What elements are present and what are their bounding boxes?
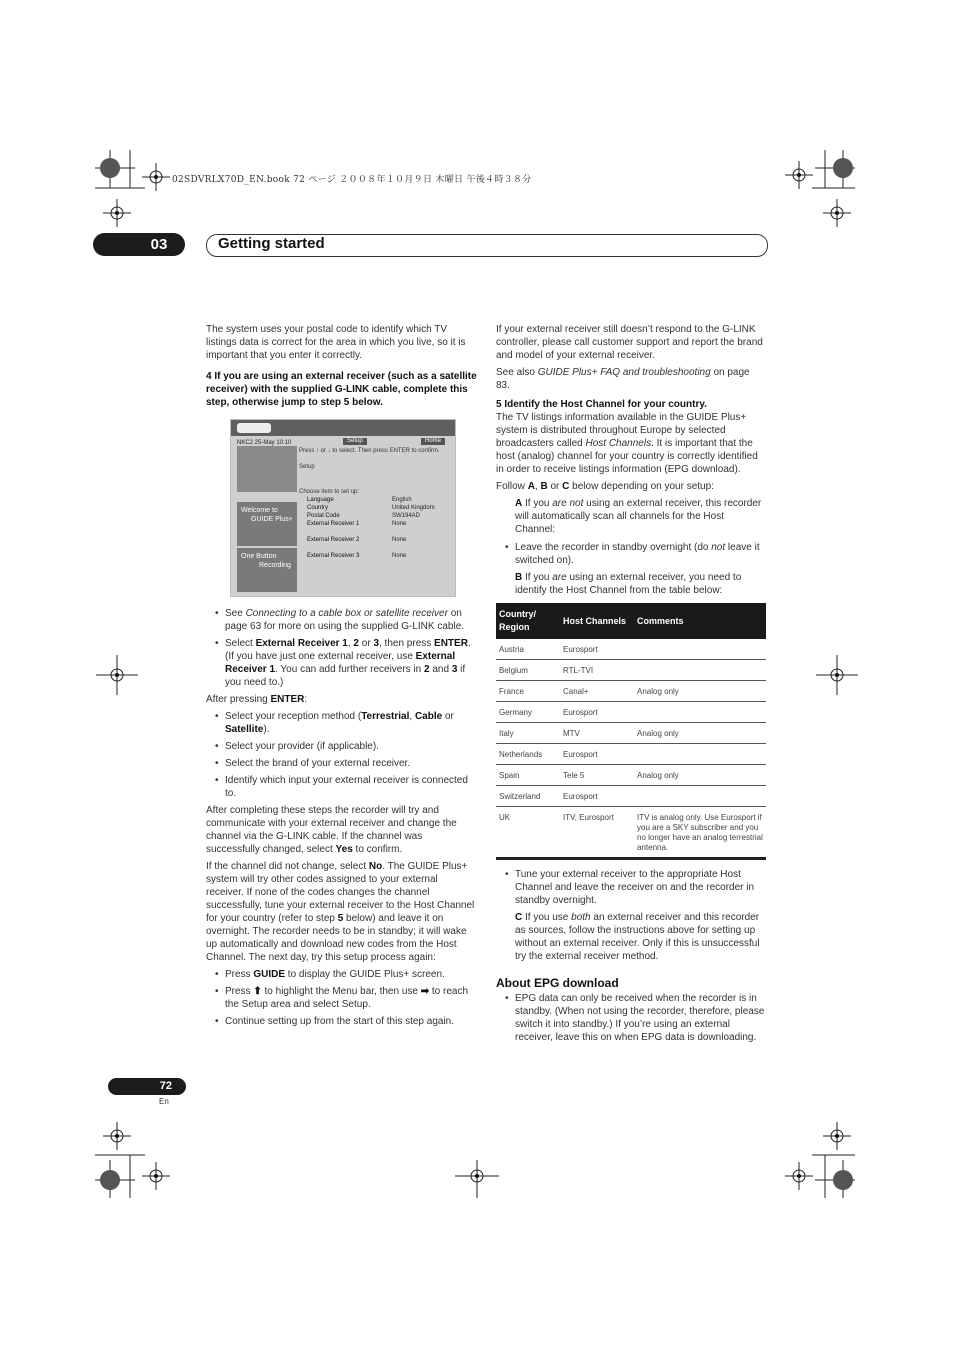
list-item: • Tune your external receiver to the appropriate Host Channel and leave the receiver on and the recorder in standby overnight. — [496, 868, 766, 907]
table-row: Belgium RTL-TVI — [496, 660, 766, 681]
epg-heading: About EPG download — [496, 976, 619, 990]
list-item: • Select your reception method (Terrestrial, Cable or Satellite). — [206, 710, 478, 736]
table-header-country: Country/ Region — [496, 603, 560, 639]
guide-plus-logo — [237, 423, 271, 433]
table-row: France Canal+ Analog only — [496, 681, 766, 702]
bullet-list-guide — [206, 968, 478, 1028]
screen-row: Postal Code SW194AD — [307, 513, 421, 519]
table-header-comments: Comments — [634, 603, 766, 639]
step-5-heading: 5 Identify the Host Channel for your country. — [496, 399, 707, 410]
screen-channel: NKC2 25-May 10:10 — [237, 440, 292, 446]
list-item: • Continue setting up from the start of this step again. — [206, 1015, 478, 1028]
screen-tile-one-button: One Button Recording — [237, 548, 297, 592]
chapter-title: Getting started — [218, 235, 325, 252]
list-item: • EPG data can only be received when the recorder is in standby. (When not using the recorder, therefore, please switch it into standby.) If you’re using an external receiver, leave this on when EPG data is downloading. — [496, 992, 766, 1044]
host-channel-paragraph: The TV listings information available in the GUIDE Plus+ system is distributed throughout Europe by selected broadcasters called Host Channels. It is important that the host (analog) channel for your country is correctly identified in order to receive listings information (EPG download). — [496, 412, 758, 475]
table-row: Switzerland Eurosport — [496, 786, 766, 807]
table-header-host: Host Channels — [560, 603, 634, 639]
screen-hint: Press ↑ or ↓ to select. Then press ENTER to confirm. — [299, 448, 440, 454]
step-4-heading: 4 If you are using an external receiver (such as a satellite receiver) with the supplied G-LINK cable, complete this step, otherwise jump to step 5 below. — [206, 371, 477, 408]
after-completing-paragraph: After completing these steps the recorder will try and communicate with your external receiver and change the channel via the G-LINK cable. If the channel was successfully changed, select Yes to confirm. — [206, 805, 457, 855]
host-channel-table — [496, 603, 766, 860]
screen-photo — [237, 446, 297, 492]
table-row: Austria Eurosport — [496, 639, 766, 660]
bullet-list-a — [496, 541, 766, 567]
page-language: En — [159, 1097, 169, 1106]
screen-tab-home: Home — [421, 438, 445, 445]
bullet-list-epg — [496, 992, 766, 1044]
bullet-list-after — [206, 710, 478, 800]
screen-choose: Choose item to set up: — [299, 489, 360, 495]
screen-row: Country United Kingdom — [307, 505, 435, 511]
right-column — [496, 323, 766, 1048]
list-item: • Press ⬆ to highlight the Menu bar, then use ➡ to reach the Setup area and select Setup. — [206, 985, 478, 1011]
arrow-up-icon: ⬆ — [253, 986, 262, 997]
guide-plus-setup-screenshot — [230, 419, 456, 597]
intro-paragraph: The system uses your postal code to identify which TV listings data is correct for the area in which you live, so it is important that you enter it correctly. — [206, 324, 466, 361]
after-pressing-paragraph: After pressing ENTER: — [206, 694, 308, 705]
no-change-paragraph: If the channel did not change, select No. The GUIDE Plus+ system will try other codes assigned to your external receiver. If none of the codes changes the channel successfully, tune your external receiver to the Host Channel for your country (refer to step 5 below) and leave it on overnight. The recorder needs to be in standby; it will wake up automatically and download new codes from the Host Channel. The next day, try this setup process again: — [206, 861, 475, 963]
list-item: • Select your provider (if applicable). — [206, 740, 478, 753]
table-row: UK ITV, Eurosport ITV is analog only. Use Eurosport if you are a SKY subscriber and you no longer have an analog terrestrial antenna. — [496, 807, 766, 859]
screen-tile-welcome: Welcome to GUIDE Plus+ — [237, 502, 297, 546]
list-item: • Identify which input your external receiver is connected to. — [206, 774, 478, 800]
arrow-right-icon: ➡ — [420, 986, 430, 997]
page-number: 72 — [108, 1078, 186, 1095]
screen-row: External Receiver 2 None — [307, 537, 407, 543]
table-header-row — [496, 603, 766, 639]
see-also-paragraph: See also GUIDE Plus+ FAQ and troubleshooting on page 83. — [496, 367, 750, 391]
option-b-paragraph: B If you are using an external receiver, you need to identify the Host Channel from the table below: — [515, 572, 742, 596]
list-item: • See Connecting to a cable box or satellite receiver on page 63 for more on using the supplied G-LINK cable. — [206, 607, 478, 633]
screen-row: Language English — [307, 497, 412, 503]
screen-section: Setup — [299, 464, 315, 470]
screen-row: External Receiver 1 None — [307, 521, 407, 527]
table-row: Spain Tele 5 Analog only — [496, 765, 766, 786]
list-item: • Select External Receiver 1, 2 or 3, then press ENTER. (If you have just one external receiver, use External Receiver 1. You can add further receivers in 2 and 3 if you need to.) — [206, 637, 478, 689]
option-c-paragraph: C If you use both an external receiver and this recorder as sources, follow the instructions above for setting up without an external receiver. Only if this is unsuccessful try the external receiver method. — [515, 912, 760, 962]
chapter-number-tab: 03 — [93, 233, 185, 256]
follow-paragraph: Follow A, B or C below depending on your setup: — [496, 481, 714, 492]
option-a-paragraph: A If you are not using an external receiver, this recorder will automatically scan all channels for the Host Channel: — [515, 498, 762, 535]
screen-tab-setup: Setup — [343, 438, 367, 445]
list-item: • Press GUIDE to display the GUIDE Plus+ screen. — [206, 968, 478, 981]
print-header: 02SDVRLX70D_EN.book 72 ページ ２００８年１０月９日 木曜日 午後４時３８分 — [172, 175, 532, 185]
table-row: Italy MTV Analog only — [496, 723, 766, 744]
list-item: • Select the brand of your external receiver. — [206, 757, 478, 770]
bullet-list-tune — [496, 868, 766, 907]
table-row: Netherlands Eurosport — [496, 744, 766, 765]
left-column — [206, 323, 478, 1032]
table-row: Germany Eurosport — [496, 702, 766, 723]
list-item: • Leave the recorder in standby overnight (do not leave it switched on). — [496, 541, 766, 567]
bullet-list-see — [206, 607, 478, 689]
no-respond-paragraph: If your external receiver still doesn’t respond to the G-LINK controller, please call customer support and report the brand and model of your external receiver. — [496, 324, 763, 361]
screen-row: External Receiver 3 None — [307, 553, 407, 559]
